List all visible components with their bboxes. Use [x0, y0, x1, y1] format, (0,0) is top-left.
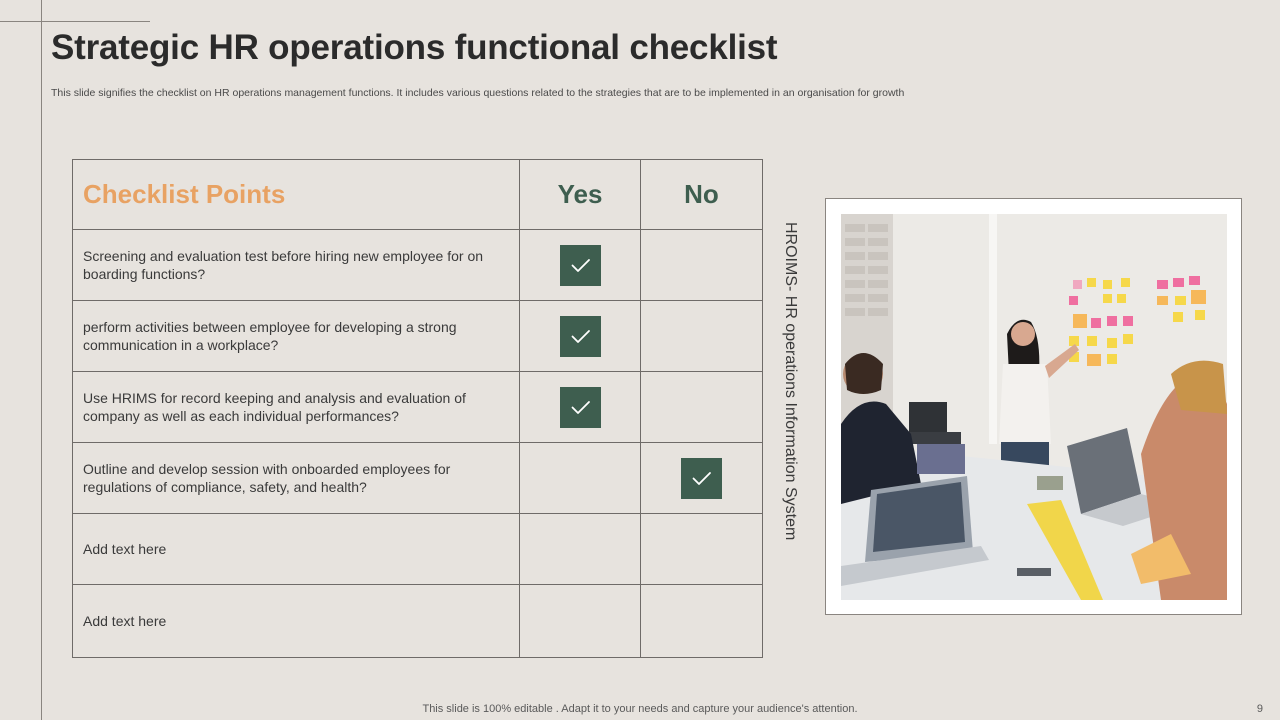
checklist-no-cell[interactable]: [641, 585, 763, 658]
office-meeting-illustration: [841, 214, 1227, 600]
checklist-point-text: Add text here: [73, 514, 520, 585]
checklist-yes-cell[interactable]: [520, 301, 641, 372]
slide-footer: This slide is 100% editable . Adapt it to your needs and capture your audience's attention.: [422, 703, 858, 715]
checklist-yes-cell[interactable]: [520, 514, 641, 585]
checklist-header-row: [73, 160, 763, 230]
checklist-yes-cell[interactable]: [520, 443, 641, 514]
checklist-point-text: Use HRIMS for record keeping and analysis and evaluation of company as well as each individual performances?: [73, 372, 520, 443]
checklist-point-text: perform activities between employee for developing a strong communication in a workplace?: [73, 301, 520, 372]
checklist-point-text: Add text here: [73, 585, 520, 658]
checklist-table: [72, 159, 763, 658]
horizontal-rule: [0, 21, 150, 22]
photo-frame: [825, 198, 1242, 615]
checklist-row: [73, 301, 763, 372]
checklist-yes-cell[interactable]: [520, 585, 641, 658]
checklist-point-text: Outline and develop session with onboarded employees for regulations of compliance, safety, and health?: [73, 443, 520, 514]
header-no: No: [641, 160, 763, 230]
slide-title: Strategic HR operations functional checklist: [51, 28, 778, 67]
checkmark-icon: [560, 316, 601, 357]
checklist-row: [73, 443, 763, 514]
header-yes: Yes: [520, 160, 641, 230]
slide-subtitle: This slide signifies the checklist on HR operations management functions. It includes various questions related to the strategies that are to be implemented in an organisation for growth: [51, 87, 905, 99]
checklist-no-cell[interactable]: [641, 514, 763, 585]
checklist-no-cell[interactable]: [641, 230, 763, 301]
checklist-row: [73, 585, 763, 658]
checkmark-icon: [681, 458, 722, 499]
side-label: HROIMS- HR operations Information System: [782, 222, 799, 541]
vertical-rule: [41, 0, 42, 720]
checklist-yes-cell[interactable]: [520, 230, 641, 301]
checklist-no-cell[interactable]: [641, 372, 763, 443]
checkmark-icon: [560, 245, 601, 286]
checklist-row: [73, 514, 763, 585]
checklist-point-text: Screening and evaluation test before hiring new employee for on boarding functions?: [73, 230, 520, 301]
header-checklist-points: Checklist Points: [73, 160, 520, 230]
checklist-row: [73, 372, 763, 443]
checklist-no-cell[interactable]: [641, 301, 763, 372]
page-number: 9: [1256, 703, 1263, 715]
checklist-yes-cell[interactable]: [520, 372, 641, 443]
checkmark-icon: [560, 387, 601, 428]
office-meeting-photo: [841, 214, 1227, 600]
checklist-row: [73, 230, 763, 301]
checklist-no-cell[interactable]: [641, 443, 763, 514]
